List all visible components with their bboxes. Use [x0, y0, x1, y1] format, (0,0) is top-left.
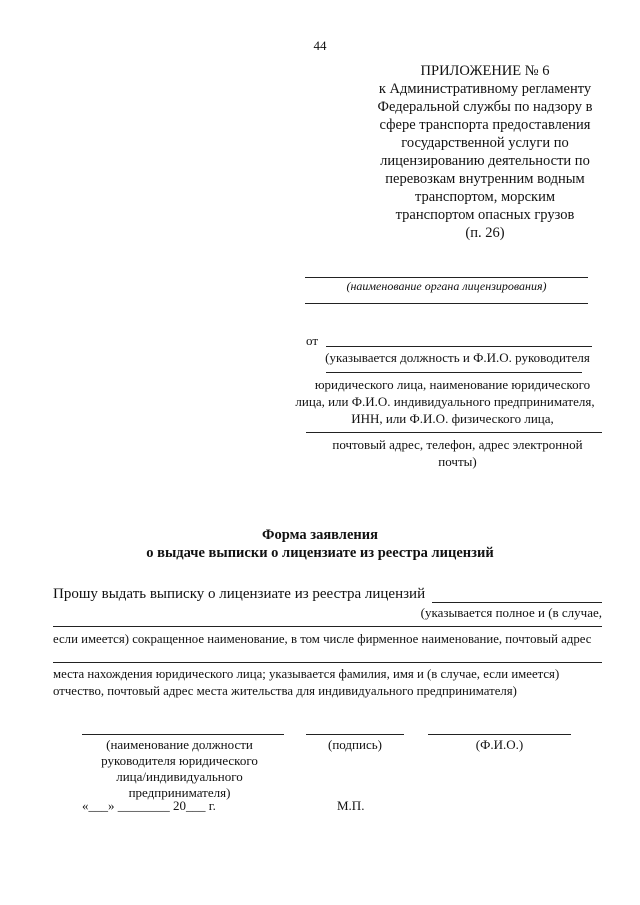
form-title: Форма заявления — [262, 527, 378, 543]
applicant-caption-5: почтовый адрес, телефон, адрес электронной — [332, 437, 583, 452]
appendix-line: транспортом, морским — [414, 189, 556, 205]
applicant-caption-4: ИНН, или Ф.И.О. физического лица, — [351, 411, 554, 426]
appendix-line: транспортом опасных грузов — [395, 207, 575, 223]
appendix-line: лицензированию деятельности по — [380, 153, 590, 169]
appendix-line: к Административному регламенту — [378, 81, 592, 97]
applicant-caption-6: почты) — [438, 454, 477, 469]
licensing-body-line — [305, 277, 588, 278]
applicant-line-2 — [326, 372, 582, 373]
date-line: «___» ________ 20___ г. — [82, 798, 216, 813]
appendix-line: Федеральной службы по надзору в — [377, 99, 593, 115]
applicant-caption-1: (указывается должность и Ф.И.О. руководителя — [325, 350, 590, 365]
form-subtitle: о выдаче выписки о лицензиате из реестра лицензий — [146, 545, 494, 561]
request-text: Прошу выдать выписку о лицензиате из реестра лицензий — [53, 586, 426, 602]
applicant-caption-3: лица, или Ф.И.О. индивидуального предпринимателя, — [295, 394, 595, 409]
signature-caption: (подпись) — [328, 737, 382, 752]
name-caption: (Ф.И.О.) — [475, 737, 524, 752]
request-caption-3: места нахождения юридического лица; указывается фамилия, имя и (в случае, если имеется) — [53, 667, 560, 681]
page-number: 44 — [313, 38, 327, 53]
stamp-label: М.П. — [337, 798, 365, 813]
applicant-line-3 — [306, 432, 602, 433]
appendix-line: ПРИЛОЖЕНИЕ № 6 — [420, 63, 550, 79]
applicant-caption-2: юридического лица, наименование юридического — [314, 377, 591, 392]
request-caption-2: если имеется) сокращенное наименование, в том числе фирменное наименование, почтовый адрес — [53, 632, 592, 646]
appendix-line: государственной услуги по — [401, 135, 569, 151]
request-line-3 — [53, 662, 602, 663]
applicant-line — [326, 346, 592, 347]
request-caption-4: отчество, почтовый адрес места жительства для индивидуального предпринимателя) — [53, 684, 517, 698]
appendix-line: сфере транспорта предоставления — [379, 117, 591, 133]
request-caption-1: (указывается полное и (в случае, — [420, 605, 602, 620]
licensing-body-caption: (наименование органа лицензирования) — [346, 279, 547, 293]
appendix-header — [360, 62, 610, 242]
licensing-body-line-2 — [305, 303, 588, 304]
request-line-2 — [53, 626, 602, 627]
appendix-line: перевозкам внутренним водным — [385, 171, 585, 187]
signature-line — [306, 734, 404, 735]
request-line — [432, 602, 602, 603]
from-label: от — [306, 333, 319, 348]
position-line — [82, 734, 284, 735]
name-line — [428, 734, 571, 735]
appendix-line: (п. 26) — [465, 225, 505, 241]
position-caption: (наименование должности руководителя юридического лица/индивидуального предпринимателя) — [101, 737, 258, 800]
